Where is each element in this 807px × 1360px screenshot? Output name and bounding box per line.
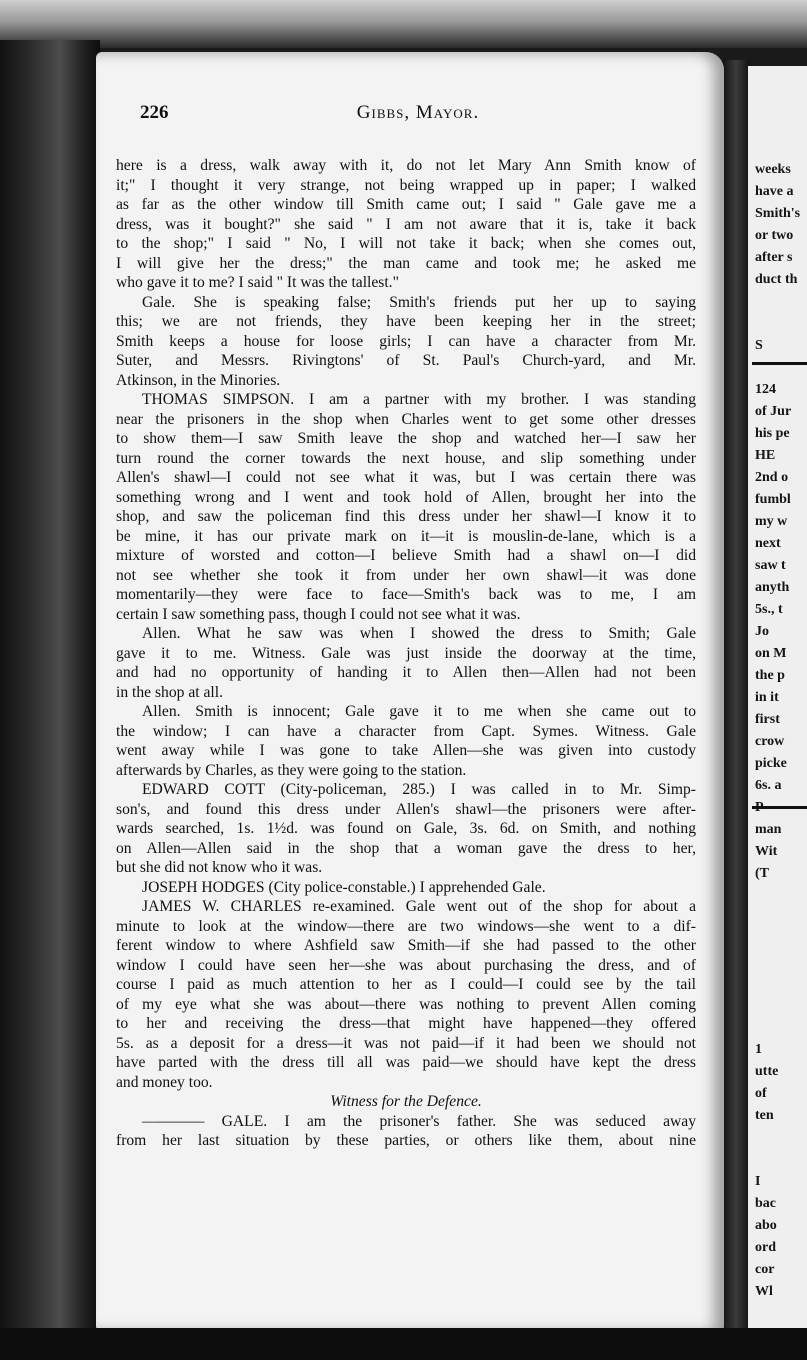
- facing-page-fragment: crow: [755, 734, 785, 749]
- page-body: [116, 156, 696, 1151]
- facing-page-fragment: S: [755, 338, 763, 353]
- facing-page-fragment: ord: [755, 1240, 776, 1255]
- text-line: who gave it to me? I said " It was the tallest.": [116, 274, 399, 291]
- facing-page-fragment: my w: [755, 514, 788, 529]
- scan-bottom-edge: [0, 1328, 807, 1360]
- facing-page-fragment: I: [755, 1174, 761, 1189]
- facing-page-fragment: the p: [755, 668, 785, 683]
- text-line: Suter, and Messrs. Rivingtons' of St. Paul's Church-yard, and Mr.: [116, 352, 696, 369]
- facing-page-fragment: cor: [755, 1262, 775, 1277]
- facing-page-fragment: 124: [755, 382, 776, 397]
- facing-page-fragment: of Jur: [755, 404, 792, 419]
- text-line: window I could have seen her—she was about purchasing the dress, and of: [116, 956, 696, 974]
- text-line: Smith keeps a house for loose girls; I can have a character from Mr.: [116, 332, 696, 350]
- text-line: in the shop at all.: [116, 683, 223, 701]
- text-line: dress, was it bought?" she said " I am not aware that it is, take it back: [116, 215, 696, 233]
- text-line: turn round the corner towards the next house, and slip something under: [116, 449, 696, 467]
- text-line: shop, and saw the policeman find this dress under her shawl—I know it to: [116, 508, 696, 525]
- text-line: mixture of worsted and cotton—I believe Smith had a shawl on—I did: [116, 547, 696, 564]
- facing-page-fragment: next: [755, 536, 781, 551]
- text-line: Allen. Smith is innocent; Gale gave it to me when she came out to: [142, 703, 696, 720]
- text-line: JOSEPH HODGES (City police-constable.) I apprehended Gale.: [142, 878, 546, 896]
- text-line: from her last situation by these parties, or others like them, about nine: [116, 1132, 696, 1149]
- text-line: as far as the other window till Smith came out; I said " Gale gave me a: [116, 196, 696, 213]
- text-line: to show them—I saw Smith leave the shop and watched her—I saw her: [116, 430, 696, 447]
- facing-page-fragment: 6s. a: [755, 778, 782, 793]
- text-line: of my eye what she was about—there was nothing to prevent Allen coming: [116, 995, 696, 1013]
- facing-page-fragment: first: [755, 712, 780, 727]
- text-line: minute to look at the window—there are two windows—she went to a dif-: [116, 917, 696, 935]
- facing-page-fragment: after s: [755, 250, 793, 265]
- facing-page-fragment: Smith's: [755, 206, 801, 221]
- facing-page-fragment: anyth: [755, 580, 790, 595]
- text-line: and had no opportunity of handing it to Allen then—Allen had not been: [116, 664, 696, 681]
- text-line: to the shop;" I said " No, I will not take it back; when she comes out,: [116, 235, 696, 252]
- running-head-title: Gibbs, Mayor.: [356, 102, 480, 123]
- facing-page-fragment: abo: [755, 1218, 777, 1233]
- running-head: [138, 102, 698, 128]
- text-line: JAMES W. CHARLES re-examined. Gale went out of the shop for about a: [142, 898, 696, 915]
- text-line: here is a dress, walk away with it, do not let Mary Ann Smith know of: [116, 157, 696, 174]
- text-line: something wrong and I went and took hold of Allen, brought her into the: [116, 488, 696, 506]
- text-line: I will give her the dress;" the man came and took me; he asked me: [116, 254, 696, 272]
- text-line: ———— GALE. I am the prisoner's father. She was seduced away: [142, 1112, 696, 1130]
- facing-page-fragment: fumbl: [755, 492, 791, 507]
- facing-page-fragment: picke: [755, 756, 787, 771]
- facing-page-fragment: (T: [755, 866, 769, 881]
- scan-top-edge: [0, 0, 807, 48]
- text-line: Allen's shawl—I could not see what it was, but I was certain there was: [116, 469, 696, 486]
- text-line: be mine, it has our private mark on it—it is mouslin-de-lane, which is a: [116, 527, 696, 545]
- facing-page-fragment: weeks: [755, 162, 791, 177]
- text-line: gave it to me. Witness. Gale was just inside the doorway at the time,: [116, 644, 696, 662]
- text-line: Allen. What he saw was when I showed the dress to Smith; Gale: [142, 625, 696, 642]
- facing-page-fragment: of: [755, 1086, 767, 1101]
- book-page: [96, 52, 724, 1332]
- text-line: Witness for the Defence.: [330, 1093, 482, 1110]
- text-line: wards searched, 1s. 1½d. was found on Gale, 3s. 6d. on Smith, and nothing: [116, 820, 696, 837]
- facing-page-fragment: bac: [755, 1196, 776, 1211]
- text-line: certain I saw something pass, though I could not see what it was.: [116, 605, 521, 623]
- text-line: Gale. She is speaking false; Smith's friends put her up to saying: [142, 293, 696, 311]
- facing-rule-2: [752, 806, 807, 809]
- text-line: on Allen—Allen said in the shop that a woman gave the dress to her,: [116, 839, 696, 857]
- facing-page-fragment: on M: [755, 646, 787, 661]
- text-line: near the prisoners in the shop when Charles went to get some other dresses: [116, 410, 696, 428]
- text-line: and money too.: [116, 1073, 213, 1091]
- text-line: Atkinson, in the Minories.: [116, 371, 281, 389]
- facing-page-fragment: Jo: [755, 624, 769, 639]
- facing-page-fragment: have a: [755, 184, 794, 199]
- text-line: EDWARD COTT (City-policeman, 285.) I was called in to Mr. Simp-: [142, 781, 696, 798]
- facing-rule-1: [752, 362, 807, 365]
- facing-page-fragment: saw t: [755, 558, 786, 573]
- text-line: to her and receiving the dress—that might have happened—they offered: [116, 1015, 696, 1032]
- text-line: course I paid as much attention to her as I could—I could see by the tail: [116, 976, 696, 993]
- text-line: the window; I can have a character from Capt. Symes. Witness. Gale: [116, 722, 696, 740]
- text-line: THOMAS SIMPSON. I am a partner with my brother. I was standing: [142, 391, 696, 408]
- facing-page-fragment: duct th: [755, 272, 798, 287]
- page-number: 226: [140, 102, 169, 123]
- text-line: not see whether she took it from under her own shawl—it was done: [116, 566, 696, 584]
- text-line: this; we are not friends, they have been keeping her in the street;: [116, 313, 696, 330]
- facing-page: [748, 66, 807, 1328]
- facing-page-fragment: HE: [755, 448, 776, 463]
- facing-page-fragment: man: [755, 822, 782, 837]
- facing-page-fragment: in it: [755, 690, 779, 705]
- facing-page-fragment: his pe: [755, 426, 790, 441]
- facing-page-fragment: Wl: [755, 1284, 773, 1299]
- book-binding: [0, 40, 100, 1330]
- text-line: afterwards by Charles, as they were going to the station.: [116, 761, 467, 779]
- facing-page-fragment: Wit: [755, 844, 778, 859]
- text-line: but she did not know who it was.: [116, 859, 323, 876]
- facing-page-fragment: utte: [755, 1064, 779, 1079]
- facing-page-fragment: 2nd o: [755, 470, 789, 485]
- facing-page-fragment: 5s., t: [755, 602, 783, 617]
- text-line: went away while I was gone to take Allen—she was given into custody: [116, 742, 696, 759]
- text-line: 5s. as a deposit for a dress—it was not paid—if it had been we should not: [116, 1034, 696, 1052]
- facing-page-fragment: 1: [755, 1042, 762, 1057]
- text-line: have parted with the dress till all was paid—we should have kept the dress: [116, 1054, 696, 1071]
- text-line: son's, and found this dress under Allen's shawl—the prisoners were after-: [116, 800, 696, 818]
- text-line: momentarily—they were face to face—Smith's back was to me, I am: [116, 586, 696, 603]
- facing-page-fragment: ten: [755, 1108, 774, 1123]
- facing-page-fragment: or two: [755, 228, 794, 243]
- text-line: ferent window to where Ashfield saw Smith—if she had passed to the other: [116, 937, 696, 954]
- text-line: it;" I thought it very strange, not being wrapped up in paper; I walked: [116, 176, 696, 194]
- book-gutter: [722, 60, 750, 1330]
